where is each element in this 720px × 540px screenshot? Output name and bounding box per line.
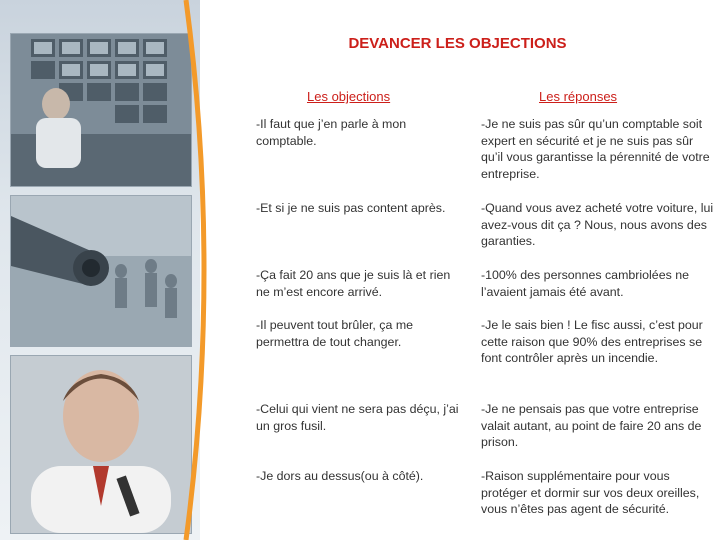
response-3: -100% des personnes cambriolées ne l’avaient jamais été avant. xyxy=(481,268,690,299)
objection-3: -Ça fait 20 ans que je suis là et rien ne m’est encore arrivé. xyxy=(256,268,451,299)
objection-1: -Il faut que j’en parle à mon comptable. xyxy=(256,117,407,148)
decorative-orange-arc xyxy=(182,0,222,540)
surveillance-room-photo xyxy=(10,33,192,187)
response-4: -Je le sais bien ! Le fisc aussi, c’est pour cette raison que 90% des entreprises se font contrôler après un incendie. xyxy=(481,318,703,366)
page-title: DEVANCER LES OBJECTIONS xyxy=(348,35,567,52)
response-2: -Quand vous avez acheté votre voiture, lui avez-vous dit ça ? Nous, nous avons des garanties. xyxy=(481,201,714,249)
businessman-photo xyxy=(10,355,192,534)
camera-crowd-photo xyxy=(10,195,192,347)
responses-header: Les réponses xyxy=(539,89,618,104)
objection-4: -Il peuvent tout brûler, ça me permettra de tout changer. xyxy=(256,318,414,349)
response-1: -Je ne suis pas sûr qu’un comptable soit expert en sécurité et je ne suis pas sûr qu’il vous garantisse la pérennité de votre entreprise. xyxy=(481,117,710,181)
objections-header: Les objections xyxy=(307,89,391,104)
objection-2: -Et si je ne suis pas content après. xyxy=(256,201,446,215)
objection-6: -Je dors au dessus(ou à côté). xyxy=(256,469,424,483)
response-6: -Raison supplémentaire pour vous protéger et dormir sur vos deux oreilles, vous n’êtes pas agent de sécurité. xyxy=(481,469,700,517)
objection-5: -Celui qui vient ne sera pas déçu, j’ai un gros fusil. xyxy=(256,402,459,433)
response-5: -Je ne pensais pas que votre entreprise valait autant, au point de faire 20 ans de prison. xyxy=(481,402,702,450)
